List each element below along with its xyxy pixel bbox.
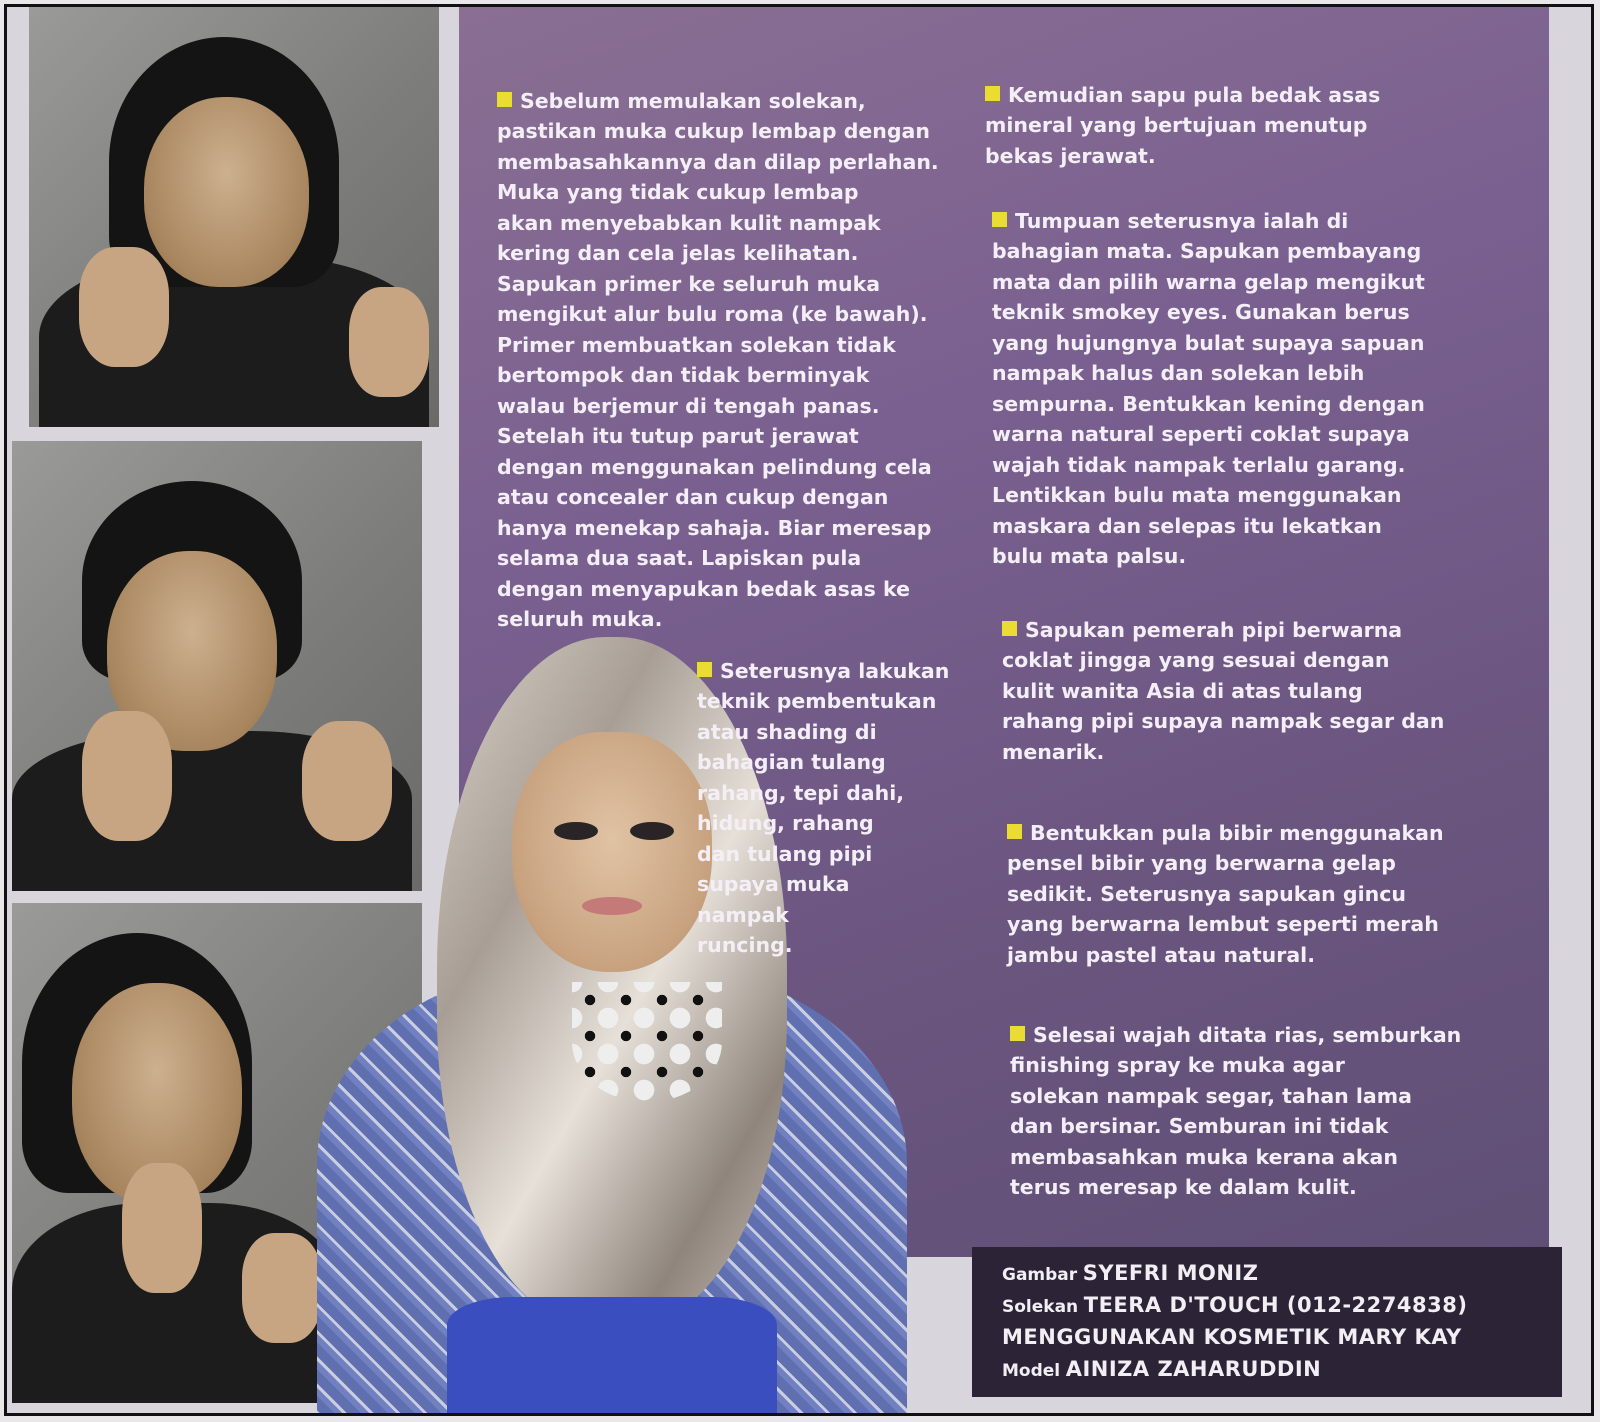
tip-shading [697,625,949,961]
credits-bar [972,1247,1562,1397]
tip-shading-text: Seterusnya lakukan teknik pembentukan atau shading di bahagian tulang rahang, tepi dahi, hidung, rahang dan tulang pipi supaya muka nampak runcing. [697,658,950,957]
photo-hand [82,711,172,841]
tip-eyes [992,175,1425,572]
photo-hand [242,1233,322,1343]
model-eye [554,822,598,840]
bullet-icon [1007,824,1022,839]
tip-finishing-spray [1010,989,1461,1203]
tip-blusher [1002,584,1444,767]
photo-hand [122,1163,202,1293]
bullet-icon [497,92,512,107]
tip-blusher-text: Sapukan pemerah pipi berwarna coklat jingga yang sesuai dengan kulit wanita Asia di atas tulang rahang pipi supaya nampak segar dan menarik. [1002,617,1445,764]
credit-model [1002,1357,1321,1381]
tip-lips [1007,787,1444,970]
photo-hand [349,287,429,397]
step-photo-powder [29,7,439,427]
bullet-icon [697,662,712,677]
model-lips [582,897,642,915]
credit-cosmetics-text: MENGGUNAKAN KOSMETIK MARY KAY [1002,1325,1462,1349]
model-skirt [447,1297,777,1416]
tip-mineral-powder-text: Kemudian sapu pula bedak asas mineral yang bertujuan menutup bekas jerawat. [985,82,1381,168]
credit-makeup-name: TEERA D'TOUCH (012-2274838) [1083,1293,1468,1317]
credit-makeup [1002,1293,1467,1317]
model-face [512,732,712,972]
credit-cosmetics [1002,1325,1462,1349]
tip-finishing-spray-text: Selesai wajah ditata rias, semburkan finishing spray ke muka agar solekan nampak segar, tahan lama dan bersinar. Semburan ini tidak membasahkan muka kerana akan terus meresap ke dalam kulit. [1010,1022,1462,1199]
photo-hand [79,247,169,367]
model-eye [630,822,674,840]
credit-photo-label: Gambar [1002,1265,1078,1285]
bullet-icon [992,212,1007,227]
bullet-icon [1002,621,1017,636]
bullet-icon [1010,1026,1025,1041]
credit-photo [1002,1261,1258,1285]
tip-mineral-powder [985,49,1380,171]
photo-face [144,97,309,287]
credit-makeup-label: Solekan [1002,1297,1079,1317]
tip-primer-text: Sebelum memulakan solekan, pastikan muka cukup lembap dengan membasahkannya dan dilap perlahan. Muka yang tidak cukup lembap akan menyebabkan kulit nampak kering dan cela jelas kelihatan. Sapukan primer ke seluruh muka mengikut alur bulu roma (ke bawah). Primer membuatkan solekan tidak bertompok dan tidak berminyak walau berjemur di tengah panas. Setelah itu tutup parut jerawat dengan menggunakan pelindung cela atau concealer dan cukup dengan hanya menekap sahaja. Biar meresap selama dua saat. Lapiskan pula dengan menyapukan bedak asas ke seluruh muka. [497,88,939,631]
tip-eyes-text: Tumpuan seterusnya ialah di bahagian mata. Sapukan pembayang mata dan pilih warna gelap mengikut teknik smokey eyes. Gunakan berus yang hujungnya bulat supaya sapuan nampak halus dan solekan lebih sempurna. Bentukkan kening dengan warna natural seperti coklat supaya wajah tidak nampak terlalu garang. Lentikkan bulu mata menggunakan maskara dan selepas itu lekatkan bulu mata palsu. [992,208,1425,568]
credit-photo-name: SYEFRI MONIZ [1082,1261,1259,1285]
newspaper-clipping [4,4,1594,1416]
credit-model-label: Model [1002,1361,1061,1381]
tip-lips-text: Bentukkan pula bibir menggunakan pensel bibir yang berwarna gelap sedikit. Seterusnya sapukan gincu yang berwarna lembut seperti merah jambu pastel atau natural. [1007,820,1444,967]
model-necklace [572,982,722,1102]
bullet-icon [985,86,1000,101]
credit-model-name: AINIZA ZAHARUDDIN [1065,1357,1322,1381]
tip-primer [497,55,939,635]
